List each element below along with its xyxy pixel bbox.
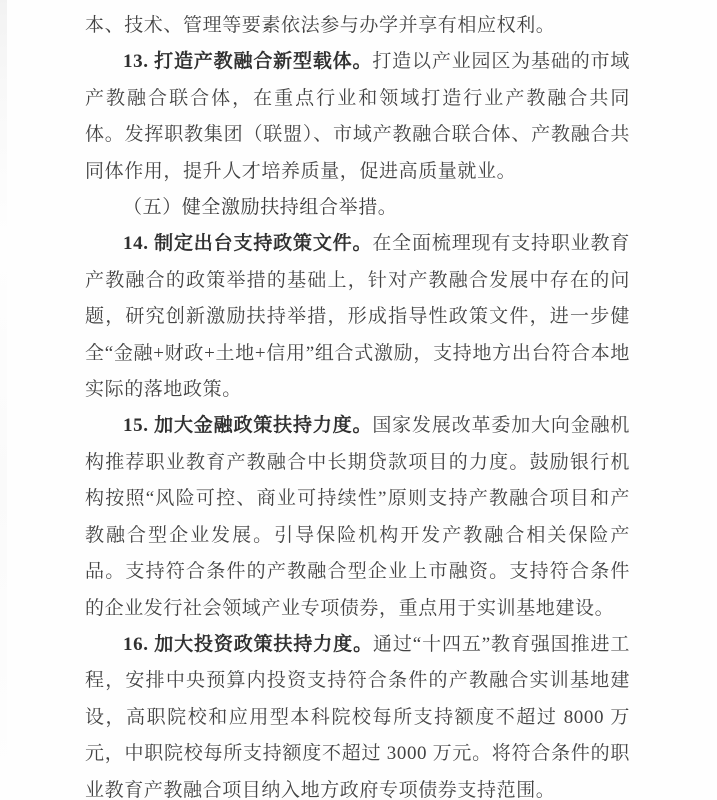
paragraph-text: 本、技术、管理等要素依法参与办学并享有相应权利。 bbox=[85, 15, 556, 36]
paragraph-item-15 bbox=[85, 408, 630, 626]
item-14-heading: 14. 制定出台支持政策文件。 bbox=[123, 233, 373, 255]
section-heading-5 bbox=[85, 190, 630, 226]
section-heading-5-text: （五）健全激励扶持组合举措。 bbox=[123, 197, 398, 219]
item-15-body: 国家发展改革委加大向金融机构推荐职业教育产教融合中长期贷款项目的力度。鼓励银行机构按照“风险可控、商业可持续性”原则支持产教融合项目和产教融合型企业发展。引导保险机构开发产教融合相关保险产品。支持符合条件的产教融合型企业上市融资。支持符合条件的企业发行社会领域产业专项债券，重点用于实训基地建设。 bbox=[85, 415, 630, 619]
item-16-heading: 16. 加大投资政策扶持力度。 bbox=[123, 633, 373, 655]
paragraph-item-16 bbox=[85, 627, 630, 800]
item-13-body: 打造以产业园区为基础的市域产教融合联合体，在重点行业和领域打造行业产教融合共同体。发挥职教集团（联盟）、市域产教融合联合体、产教融合共同体作用，提升人才培养质量，促进高质量就业。 bbox=[85, 51, 630, 182]
item-15-heading: 15. 加大金融政策扶持力度。 bbox=[123, 415, 373, 437]
item-13-heading: 13. 打造产教融合新型载体。 bbox=[123, 51, 373, 73]
item-14-body: 在全面梳理现有支持职业教育产教融合的政策举措的基础上，针对产教融合发展中存在的问题，研究创新激励扶持举措，形成指导性政策文件，进一步健全“金融+财政+土地+信用”组合式激励，支持地方出台符合本地实际的落地政策。 bbox=[85, 233, 630, 401]
paragraph-continuation-tail bbox=[85, 8, 630, 44]
paragraph-item-13 bbox=[85, 44, 630, 190]
paragraph-item-14 bbox=[85, 226, 630, 408]
item-16-body: 通过“十四五”教育强国推进工程，安排中央预算内投资支持符合条件的产教融合实训基地建设，高职院校和应用型本科院校每所支持额度不超过 8000 万元，中职院校每所支持额度不超过 3000 万元。将符合条件的职业教育产教融合项目纳入地方政府专项债券支持范围。 bbox=[85, 633, 630, 800]
